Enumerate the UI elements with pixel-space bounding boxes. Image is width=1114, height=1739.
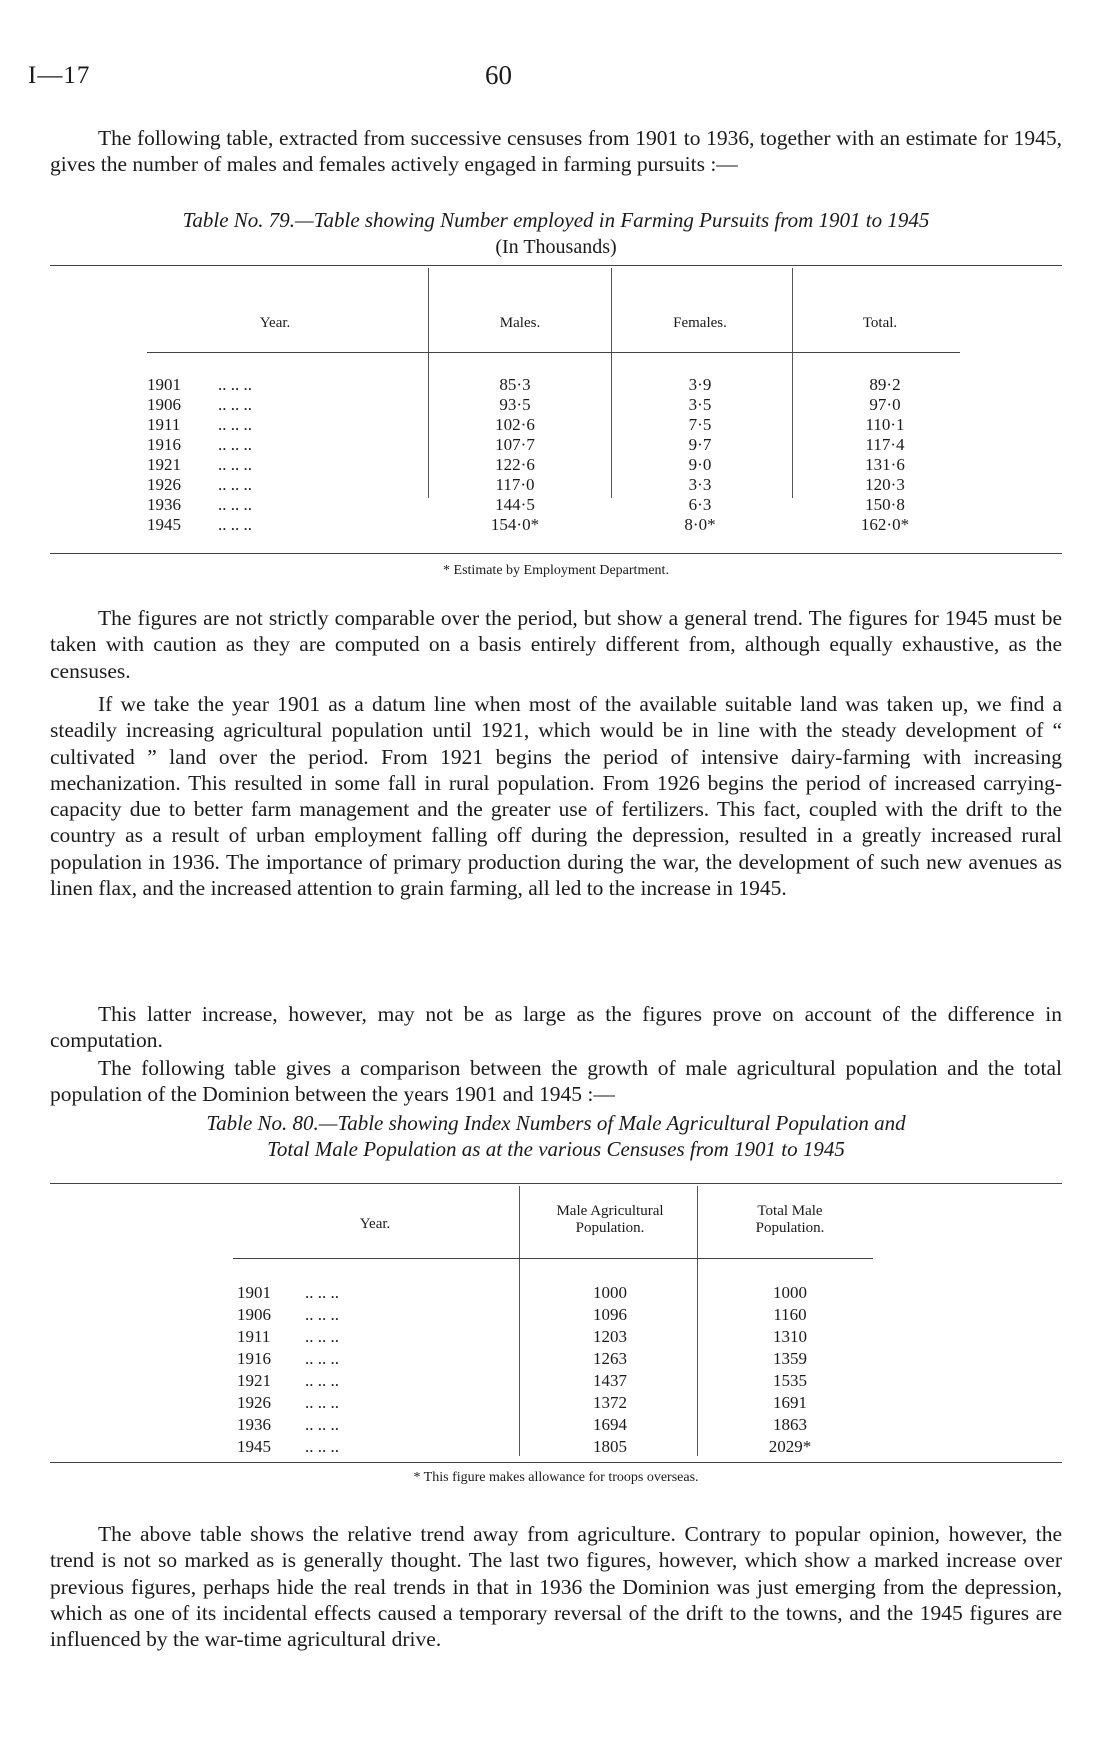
total-cell: 1863 (773, 1415, 807, 1434)
females-cell: 9·0 (688, 455, 712, 474)
leader-dots: .. .. .. (305, 1327, 339, 1346)
year-cell: 1945 (147, 515, 181, 534)
year-cell: 1911 (147, 415, 181, 434)
agri-cell: 1000 (593, 1283, 627, 1302)
year-cell: 1945 (237, 1437, 271, 1456)
table80-header-year: Year. (359, 1216, 391, 1232)
females-cell: 6·3 (688, 495, 712, 514)
year-cell: 1926 (237, 1393, 271, 1412)
males-cell: 154·0* (490, 515, 540, 534)
total-cell: 150·8 (865, 495, 905, 514)
year-cell: 1916 (237, 1349, 271, 1368)
leader-dots: .. .. .. (218, 415, 252, 434)
table79-top-rule (50, 265, 1062, 266)
agri-cell: 1263 (593, 1349, 627, 1368)
total-cell: 1000 (773, 1283, 807, 1302)
total-cell: 1310 (773, 1327, 807, 1346)
females-cell: 9·7 (688, 435, 712, 454)
table79-divider-2 (611, 268, 612, 498)
leader-dots: .. .. .. (218, 435, 252, 454)
paragraph-comparison-intro: The following table gives a comparison between the growth of male agricultural population and the total population of the Dominion between the years 1901 and 1945 :— (50, 1056, 1062, 1107)
leader-dots: .. .. .. (218, 375, 252, 394)
agri-cell: 1694 (593, 1415, 627, 1434)
year-cell: 1936 (147, 495, 181, 514)
females-cell: 3·5 (688, 395, 712, 414)
table79-divider-1 (428, 268, 429, 498)
males-cell: 93·5 (499, 395, 531, 414)
females-cell: 3·9 (688, 375, 712, 394)
table80-header-total-male: Total Male Population. (755, 1203, 825, 1236)
table79-divider-3 (792, 268, 793, 498)
leader-dots: .. .. .. (305, 1283, 339, 1302)
total-cell: 117·4 (865, 435, 905, 454)
table80-divider-2 (697, 1186, 698, 1456)
males-cell: 122·6 (495, 455, 535, 474)
total-cell: 1359 (773, 1349, 807, 1368)
table80-caption-line1: Table No. 80.—Table showing Index Numbers of Male Agricultural Population and (206, 1111, 906, 1135)
table80-caption-line2: Total Male Population as at the various Censuses from 1901 to 1945 (267, 1137, 845, 1161)
leader-dots: .. .. .. (218, 495, 252, 514)
year-cell: 1906 (147, 395, 181, 414)
males-cell: 144·5 (495, 495, 535, 514)
leader-dots: .. .. .. (305, 1349, 339, 1368)
year-cell: 1936 (237, 1415, 271, 1434)
agri-cell: 1096 (593, 1305, 627, 1324)
paragraph-trend: The figures are not strictly comparable over the period, but show a general trend. The figures for 1945 must be taken with caution as they are computed on a basis entirely different from, although equally exhaustive, as the censuses. (50, 606, 1062, 683)
agri-cell: 1805 (593, 1437, 627, 1456)
table80-header-male-agricultural: Male Agricultural Population. (556, 1203, 664, 1236)
leader-dots: .. .. .. (218, 395, 252, 414)
leader-dots: .. .. .. (305, 1437, 339, 1456)
total-cell: 1535 (773, 1371, 807, 1390)
males-cell: 107·7 (495, 435, 535, 454)
table79-bottom-rule (50, 553, 1062, 554)
total-cell: 2029* (768, 1437, 812, 1456)
leader-dots: .. .. .. (305, 1393, 339, 1412)
agri-cell: 1203 (593, 1327, 627, 1346)
leader-dots: .. .. .. (305, 1305, 339, 1324)
leader-dots: .. .. .. (218, 475, 252, 494)
table80-footnote: * This figure makes allowance for troops overseas. (413, 1470, 699, 1485)
females-cell: 8·0* (684, 515, 716, 534)
agri-cell: 1437 (593, 1371, 627, 1390)
agri-cell: 1372 (593, 1393, 627, 1412)
table80-bottom-rule (50, 1462, 1062, 1463)
leader-dots: .. .. .. (218, 515, 252, 534)
page-number: 60 (485, 60, 512, 90)
year-cell: 1906 (237, 1305, 271, 1324)
total-cell: 110·1 (865, 415, 905, 434)
males-cell: 117·0 (495, 475, 535, 494)
table80-top-rule (50, 1183, 1062, 1184)
table79-caption: Table No. 79.—Table showing Number employed in Farming Pursuits from 1901 to 1945 (182, 208, 930, 232)
page-reference: I—17 (28, 62, 91, 89)
females-cell: 7·5 (688, 415, 712, 434)
leader-dots: .. .. .. (305, 1415, 339, 1434)
table79-footnote: * Estimate by Employment Department. (443, 563, 669, 578)
year-cell: 1921 (147, 455, 181, 474)
year-cell: 1901 (237, 1283, 271, 1302)
table79-header-total: Total. (862, 315, 898, 331)
table79-header-rule (147, 352, 960, 353)
total-cell: 162·0* (860, 515, 910, 534)
table80-header-rule (233, 1258, 873, 1259)
total-cell: 120·3 (865, 475, 905, 494)
table79-header-males: Males. (499, 315, 541, 331)
year-cell: 1921 (237, 1371, 271, 1390)
year-cell: 1911 (237, 1327, 271, 1346)
total-cell: 89·2 (869, 375, 901, 394)
paragraph-latter-increase: This latter increase, however, may not be as large as the figures prove on account of the difference in computation. (50, 1002, 1062, 1053)
year-cell: 1926 (147, 475, 181, 494)
leader-dots: .. .. .. (305, 1371, 339, 1390)
males-cell: 85·3 (499, 375, 531, 394)
table79-subcaption: (In Thousands) (495, 236, 617, 258)
paragraph-datum-line: If we take the year 1901 as a datum line when most of the available suitable land was taken up, we find a steadily increasing agricultural population until 1921, which would be in line with the steady development of “ cultivated ” land over the period. From 1921 begins the period of intensive dairy-farming with increasing mechanization. This resulted in some fall in rural population. From 1926 begins the period of increased carrying-capacity due to better farm management and the greater use of fertilizers. This fact, coupled with the drift to the country as a result of urban employment falling off during the depression, resulted in a greatly increased rural population in 1936. The importance of primary production during the war, the development of such new avenues as linen flax, and the increased attention to grain farming, all led to the increase in 1945. (50, 692, 1062, 901)
table79-header-year: Year. (259, 315, 291, 331)
table80-divider-1 (519, 1186, 520, 1456)
total-cell: 1691 (773, 1393, 807, 1412)
table79-header-females: Females. (673, 315, 727, 331)
leader-dots: .. .. .. (218, 455, 252, 474)
intro-paragraph: The following table, extracted from successive censuses from 1901 to 1936, together with an estimate for 1945, gives the number of males and females actively engaged in farming pursuits :— (50, 126, 1062, 177)
year-cell: 1901 (147, 375, 181, 394)
total-cell: 131·6 (865, 455, 905, 474)
closing-paragraph: The above table shows the relative trend away from agriculture. Contrary to popular opinion, however, the trend is not so marked as is generally thought. The last two figures, however, which show a marked increase over previous figures, perhaps hide the real trends in that in 1936 the Dominion was just emerging from the depression, which as one of its incidental effects caused a temporary reversal of the drift to the towns, and the 1945 figures are influenced by the war-time agricultural drive. (50, 1522, 1062, 1652)
females-cell: 3·3 (688, 475, 712, 494)
total-cell: 97·0 (869, 395, 901, 414)
total-cell: 1160 (773, 1305, 807, 1324)
year-cell: 1916 (147, 435, 181, 454)
males-cell: 102·6 (495, 415, 535, 434)
